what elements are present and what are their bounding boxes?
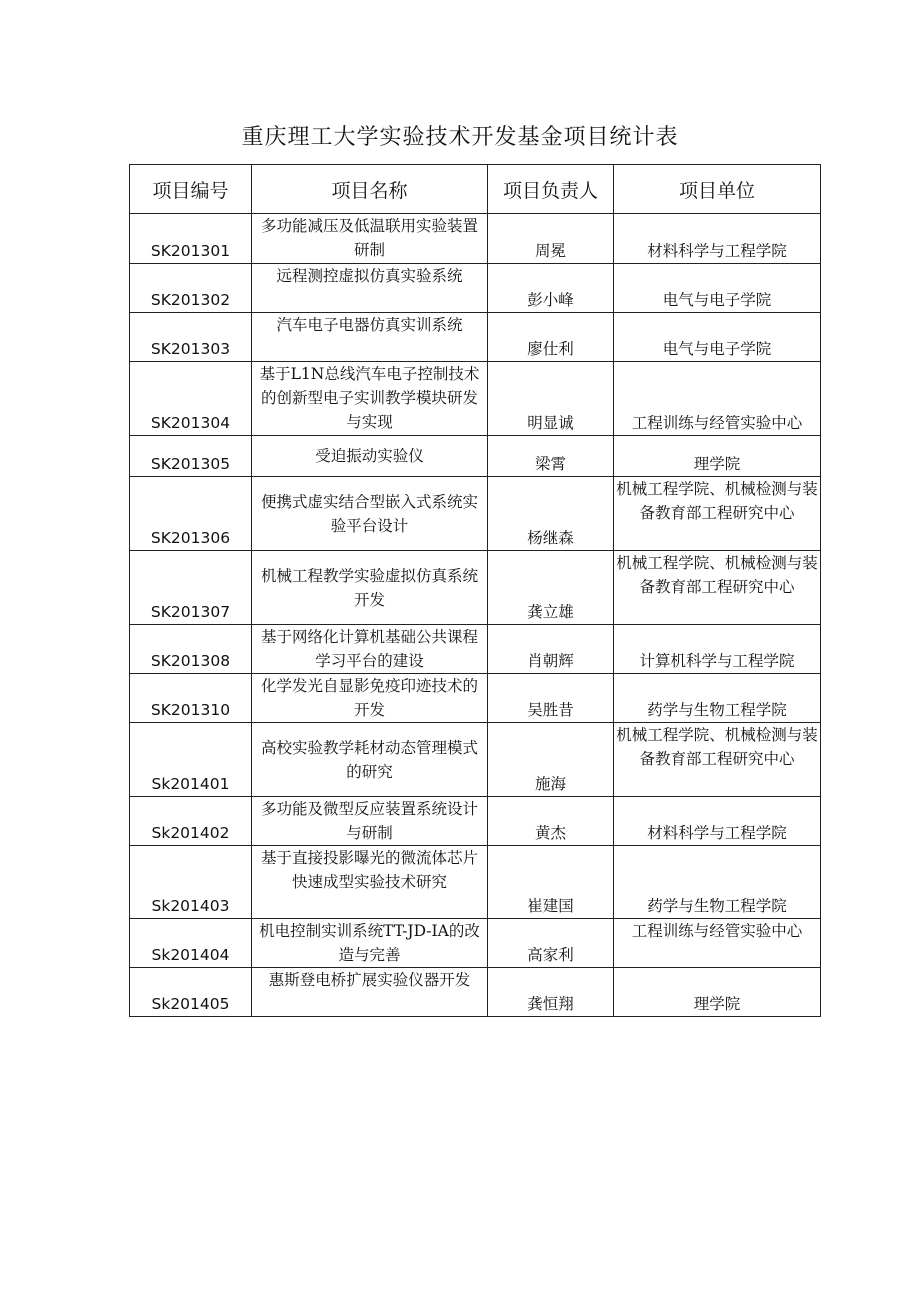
project-unit: 理学院 [614, 968, 821, 1017]
project-unit: 材料科学与工程学院 [614, 214, 821, 264]
project-unit: 计算机科学与工程学院 [614, 625, 821, 674]
project-code: SK201307 [130, 551, 252, 625]
project-leader: 黄杰 [488, 797, 614, 846]
project-unit: 工程训练与经管实验中心 [614, 919, 821, 968]
project-name: 惠斯登电桥扩展实验仪器开发 [252, 968, 488, 1017]
page-title: 重庆理工大学实验技术开发基金项目统计表 [241, 125, 679, 150]
project-name: 汽车电子电器仿真实训系统 [252, 313, 488, 362]
header-project-code: 项目编号 [130, 165, 252, 214]
project-leader: 明显诚 [488, 362, 614, 436]
header-project-leader: 项目负责人 [488, 165, 614, 214]
header-project-name: 项目名称 [252, 165, 488, 214]
table-row [130, 551, 821, 625]
project-code: SK201310 [130, 674, 252, 723]
project-code: SK201308 [130, 625, 252, 674]
project-leader: 梁霄 [488, 436, 614, 477]
project-code: Sk201402 [130, 797, 252, 846]
project-name: 远程测控虚拟仿真实验系统 [252, 264, 488, 313]
project-name: 化学发光自显影免疫印迹技术的开发 [252, 674, 488, 723]
project-table [129, 164, 821, 1017]
table-row [130, 625, 821, 674]
project-name: 受迫振动实验仪 [252, 436, 488, 477]
project-code: Sk201404 [130, 919, 252, 968]
project-code: Sk201403 [130, 846, 252, 919]
project-leader: 龚恒翔 [488, 968, 614, 1017]
project-leader: 周冕 [488, 214, 614, 264]
project-code: SK201306 [130, 477, 252, 551]
project-code: SK201303 [130, 313, 252, 362]
project-unit: 药学与生物工程学院 [614, 674, 821, 723]
table-row [130, 214, 821, 264]
project-leader: 彭小峰 [488, 264, 614, 313]
table-row [130, 968, 821, 1017]
project-name: 机械工程教学实验虚拟仿真系统开发 [252, 551, 488, 625]
table-row [130, 313, 821, 362]
project-leader: 龚立雄 [488, 551, 614, 625]
project-leader: 施海 [488, 723, 614, 797]
project-unit: 机械工程学院、机械检测与装备教育部工程研究中心 [614, 723, 821, 797]
project-leader: 吴胜昔 [488, 674, 614, 723]
table-row [130, 436, 821, 477]
table-row [130, 797, 821, 846]
header-project-unit: 项目单位 [614, 165, 821, 214]
project-code: SK201302 [130, 264, 252, 313]
table-row [130, 264, 821, 313]
project-code: SK201301 [130, 214, 252, 264]
project-unit: 机械工程学院、机械检测与装备教育部工程研究中心 [614, 551, 821, 625]
project-leader: 杨继森 [488, 477, 614, 551]
table-row [130, 674, 821, 723]
project-code: Sk201405 [130, 968, 252, 1017]
project-unit: 药学与生物工程学院 [614, 846, 821, 919]
project-leader: 高家利 [488, 919, 614, 968]
project-code: SK201305 [130, 436, 252, 477]
project-name: 多功能减压及低温联用实验装置研制 [252, 214, 488, 264]
project-code: SK201304 [130, 362, 252, 436]
project-unit: 电气与电子学院 [614, 313, 821, 362]
project-leader: 肖朝辉 [488, 625, 614, 674]
project-name: 基于L1N总线汽车电子控制技术的创新型电子实训教学模块研发与实现 [252, 362, 488, 436]
table-row [130, 723, 821, 797]
project-unit: 机械工程学院、机械检测与装备教育部工程研究中心 [614, 477, 821, 551]
table-header-row [130, 165, 821, 214]
project-name: 多功能及微型反应装置系统设计与研制 [252, 797, 488, 846]
project-leader: 崔建国 [488, 846, 614, 919]
project-code: Sk201401 [130, 723, 252, 797]
project-name: 便携式虚实结合型嵌入式系统实验平台设计 [252, 477, 488, 551]
table-row [130, 362, 821, 436]
project-name: 基于网络化计算机基础公共课程学习平台的建设 [252, 625, 488, 674]
project-unit: 材料科学与工程学院 [614, 797, 821, 846]
project-leader: 廖仕利 [488, 313, 614, 362]
project-name: 基于直接投影曝光的微流体芯片快速成型实验技术研究 [252, 846, 488, 919]
project-unit: 工程训练与经管实验中心 [614, 362, 821, 436]
project-unit: 理学院 [614, 436, 821, 477]
table-row [130, 477, 821, 551]
project-unit: 电气与电子学院 [614, 264, 821, 313]
table-row [130, 919, 821, 968]
table-row [130, 846, 821, 919]
project-name: 机电控制实训系统TT-JD-IA的改造与完善 [252, 919, 488, 968]
project-name: 高校实验教学耗材动态管理模式的研究 [252, 723, 488, 797]
